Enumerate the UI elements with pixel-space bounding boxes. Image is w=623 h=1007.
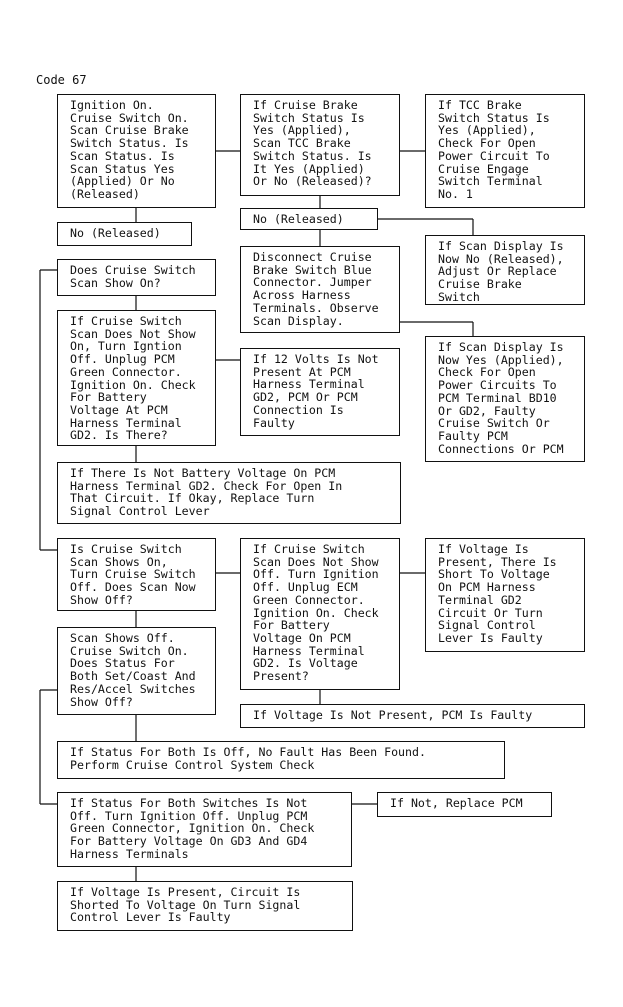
step-short-to-voltage-gd2: If Voltage Is Present, There Is Short To Voltage On PCM Harness Terminal GD2 Circuit Or Turn Signal Control Lever Is Faulty: [425, 538, 585, 652]
step-check-battery-voltage-gd2: If Cruise Switch Scan Does Not Show On, Turn Igntion Off. Unplug PCM Green Connector. Ignition On. Check For Battery Voltage At PCM Harness Terminal GD2. Is There?: [57, 310, 216, 446]
step-replace-turn-signal-lever: If There Is Not Battery Voltage On PCM Harness Terminal GD2. Check For Open In That Circuit. If Okay, Replace Turn Signal Control Lever: [57, 462, 401, 524]
step-cruise-brake-applied: If Cruise Brake Switch Status Is Yes (Applied), Scan TCC Brake Switch Status. Is It Yes (Applied) Or No (Released)?: [240, 94, 400, 196]
step-turn-cruise-switch-off: Is Cruise Switch Scan Shows On, Turn Cruise Switch Off. Does Scan Now Show Off?: [57, 538, 216, 611]
step-pcm-faulty: If Voltage Is Not Present, PCM Is Faulty: [240, 704, 585, 728]
step-no-released-left: No (Released): [57, 222, 192, 246]
step-no-fault-found: If Status For Both Is Off, No Fault Has Been Found. Perform Cruise Control System Check: [57, 741, 505, 779]
step-unplug-ecm-check-voltage: If Cruise Switch Scan Does Not Show Off. Turn Ignition Off. Unplug ECM Green Connector. Ignition On. Check For Battery Voltage On PCM Harness Terminal GD2. Is Voltage Present?: [240, 538, 400, 690]
step-pcm-connection-faulty: If 12 Volts Is Not Present At PCM Harness Terminal GD2, PCM Or PCM Connection Is Faulty: [240, 348, 400, 436]
step-check-gd3-gd4-voltage: If Status For Both Switches Is Not Off. Turn Ignition Off. Unplug PCM Green Connector, Ignition On. Check For Battery Voltage On GD3 And GD4 Harness Terminals: [57, 792, 352, 867]
code-label: Code 67: [36, 73, 87, 87]
step-adjust-replace-brake-switch: If Scan Display Is Now No (Released), Adjust Or Replace Cruise Brake Switch: [425, 235, 585, 305]
step-circuit-shorted-turn-signal: If Voltage Is Present, Circuit Is Shorted To Voltage On Turn Signal Control Lever Is Faulty: [57, 881, 353, 931]
step-ignition-on-scan-brake: Ignition On. Cruise Switch On. Scan Cruise Brake Switch Status. Is Scan Status. Is Scan Status Yes (Applied) Or No (Released): [57, 94, 216, 208]
step-disconnect-brake-connector: Disconnect Cruise Brake Switch Blue Connector. Jumper Across Harness Terminals. Observe Scan Display.: [240, 246, 400, 333]
step-check-set-coast-res-accel: Scan Shows Off. Cruise Switch On. Does Status For Both Set/Coast And Res/Accel Switches Show Off?: [57, 627, 216, 715]
step-check-open-power-circuits: If Scan Display Is Now Yes (Applied), Check For Open Power Circuits To PCM Terminal BD10 Or GD2, Faulty Cruise Switch Or Faulty PCM Connections Or PCM: [425, 336, 585, 462]
step-no-released-right: No (Released): [240, 208, 378, 230]
step-replace-pcm: If Not, Replace PCM: [377, 792, 552, 817]
step-does-cruise-switch-show-on: Does Cruise Switch Scan Show On?: [57, 259, 216, 296]
step-tcc-brake-applied: If TCC Brake Switch Status Is Yes (Applied), Check For Open Power Circuit To Cruise Engage Switch Terminal No. 1: [425, 94, 585, 208]
